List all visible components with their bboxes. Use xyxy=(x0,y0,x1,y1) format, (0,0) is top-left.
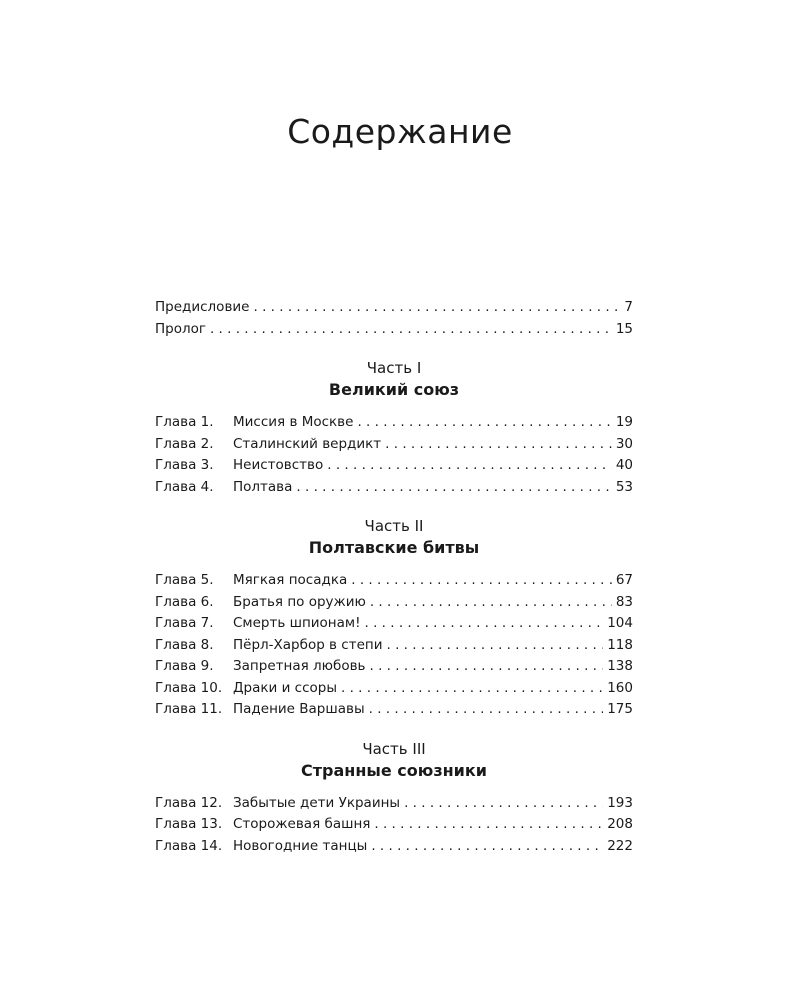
toc-entry-chapter[interactable] xyxy=(155,412,633,434)
dot-leader xyxy=(369,699,604,721)
part-label: Часть II xyxy=(364,517,424,535)
chapter-number: Глава 9. xyxy=(155,658,214,674)
dot-leader xyxy=(253,297,620,319)
part-heading-1 xyxy=(155,358,633,402)
toc-entry-chapter[interactable] xyxy=(155,434,633,456)
dot-leader xyxy=(351,570,612,592)
entry-label: Запретная любовь xyxy=(233,658,366,674)
chapter-number: Глава 8. xyxy=(155,636,214,653)
chapter-number: Глава 7. xyxy=(155,615,214,631)
entry-label: Предисловие xyxy=(155,299,250,315)
entry-label: Пёрл-Харбор в степи xyxy=(233,636,383,653)
dot-leader xyxy=(387,635,604,657)
entry-page: 19 xyxy=(615,414,633,430)
chapter-number: Глава 5. xyxy=(155,572,214,588)
toc-entry-chapter[interactable] xyxy=(155,570,633,592)
dot-leader xyxy=(370,592,612,614)
entry-page: 175 xyxy=(607,701,633,717)
dot-leader xyxy=(357,412,611,434)
entry-label: Братья по оружию xyxy=(233,593,366,610)
entry-page: 208 xyxy=(607,816,633,832)
dot-leader xyxy=(374,814,603,836)
dot-leader xyxy=(385,434,612,456)
part-label: Часть I xyxy=(366,359,422,377)
toc-entry-chapter[interactable] xyxy=(155,836,633,858)
toc-entry-chapter[interactable] xyxy=(155,455,633,477)
chapter-number: Глава 13. xyxy=(155,816,223,832)
dot-leader xyxy=(296,477,611,499)
entry-label: Неистовство xyxy=(233,457,324,473)
chapter-number: Глава 6. xyxy=(155,593,214,610)
entry-label: Мягкая посадка xyxy=(233,572,348,588)
entry-page: 30 xyxy=(615,435,633,452)
part-title: Великий союз xyxy=(328,380,460,399)
page-title: Содержание xyxy=(287,112,513,151)
chapter-number: Глава 4. xyxy=(155,478,214,495)
chapter-number: Глава 14. xyxy=(155,837,223,854)
toc-entry-preface[interactable] xyxy=(155,297,633,319)
toc-entry-chapter[interactable] xyxy=(155,699,633,721)
entry-page: 222 xyxy=(607,837,633,854)
chapter-number: Глава 2. xyxy=(155,435,214,452)
part-label: Часть III xyxy=(362,739,426,758)
toc-entry-chapter[interactable] xyxy=(155,656,633,678)
entry-label: Новогодние танцы xyxy=(233,837,368,854)
entry-page: 160 xyxy=(607,679,633,696)
toc-entry-chapter[interactable] xyxy=(155,477,633,499)
toc-entry-chapter[interactable] xyxy=(155,793,633,815)
entry-page: 138 xyxy=(607,658,633,674)
dot-leader xyxy=(210,319,612,341)
entry-label: Полтава xyxy=(233,478,293,495)
entry-page: 193 xyxy=(607,794,633,811)
chapter-number: Глава 1. xyxy=(155,414,214,430)
dot-leader xyxy=(404,793,603,815)
dot-leader xyxy=(370,656,604,678)
dot-leader xyxy=(365,613,604,635)
part-heading-2 xyxy=(155,516,633,560)
entry-label: Миссия в Москве xyxy=(233,414,354,430)
chapter-number: Глава 12. xyxy=(155,794,223,811)
entry-label: Сталинский вердикт xyxy=(233,435,382,452)
chapter-number: Глава 11. xyxy=(155,701,223,717)
toc-entry-prologue[interactable] xyxy=(155,319,633,341)
entry-page: 83 xyxy=(615,593,633,610)
chapter-number: Глава 10. xyxy=(155,679,223,696)
entry-page: 67 xyxy=(615,572,633,588)
chapter-number: Глава 3. xyxy=(155,457,214,473)
entry-label: Сторожевая башня xyxy=(233,816,371,832)
part-title: Странные союзники xyxy=(301,760,487,780)
toc-entry-chapter[interactable] xyxy=(155,635,633,657)
entry-page: 7 xyxy=(624,299,633,315)
entry-page: 118 xyxy=(607,636,633,653)
dot-leader xyxy=(327,455,612,477)
dot-leader xyxy=(371,836,603,858)
toc-entry-chapter[interactable] xyxy=(155,613,633,635)
toc-entry-chapter[interactable] xyxy=(155,592,633,614)
dot-leader xyxy=(341,678,603,700)
entry-label: Пролог xyxy=(155,320,206,337)
part-title: Полтавские битвы xyxy=(308,538,480,557)
part-heading-3 xyxy=(155,739,633,783)
entry-page: 53 xyxy=(615,478,633,495)
entry-label: Забытые дети Украины xyxy=(233,794,401,811)
entry-label: Драки и ссоры xyxy=(233,679,338,696)
entry-page: 40 xyxy=(615,457,633,473)
entry-page: 15 xyxy=(615,320,633,337)
toc-entry-chapter[interactable] xyxy=(155,678,633,700)
entry-label: Смерть шпионам! xyxy=(233,615,361,631)
entry-label: Падение Варшавы xyxy=(233,701,365,717)
toc-entry-chapter[interactable] xyxy=(155,814,633,836)
table-of-contents xyxy=(155,297,633,857)
entry-page: 104 xyxy=(607,615,633,631)
